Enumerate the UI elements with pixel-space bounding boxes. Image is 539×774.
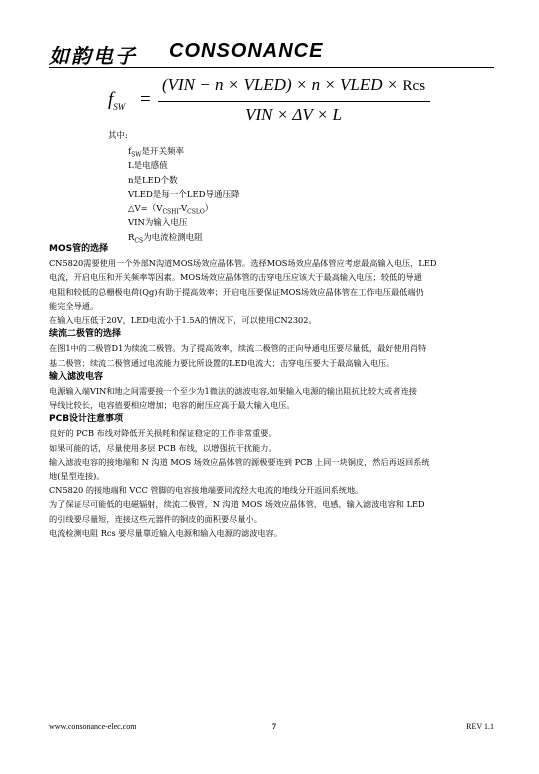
paragraph-line: 电流检测电阻 Rcs 要尽量靠近输入电源和输入电源的滤波电容。	[49, 527, 283, 538]
formula-numerator-text: (VIN − n × VLED) × n × VLED ×	[161, 75, 403, 94]
legend-item: VIN为输入电压	[128, 218, 188, 229]
legend-title: 其中:	[108, 131, 128, 141]
paragraph-line: CN5820 的接地端和 VCC 管脚的电容接地端要同流经大电流的地线分开返回系统地。	[49, 485, 364, 496]
legend-item: $\triangle V=(V_{CSHI}-V_{CSLO})$	[128, 204, 214, 216]
revision-label: REV 1.1	[466, 722, 494, 731]
paragraph-line: 在图1中的二极管D1为续流二极管。为了提高效率，续流二极管的正向导通电压要尽量低，最好使用肖特	[49, 343, 427, 354]
paragraph-line: 电源输入端VIN和地之间需要接一个至少为1微法的滤波电容,如果输入电源的输出阻抗比较大或者连接	[49, 385, 417, 396]
header-divider	[49, 67, 494, 68]
legend-item: $f_{SW}$是开关频率	[128, 147, 184, 159]
footer-url[interactable]: www.consonance-elec.com	[49, 722, 137, 731]
paragraph-line: 如果可能的话，尽量使用多层 PCB 布线，以增强抗干扰能力。	[49, 442, 277, 453]
formula-numerator-rcs: Rcs	[402, 78, 426, 94]
legend-item: $R_{CS}$为电流检测电阻	[128, 232, 203, 245]
page-number: 7	[272, 722, 276, 731]
section-heading-pcb: PCB设计注意事项	[49, 414, 124, 425]
paragraph-line: 良好的 PCB 布线对降低开关损耗和保证稳定的工作非常重要。	[49, 428, 277, 439]
paragraph-line: 输入滤波电容的接地端和 N 沟道 MOS 场效应晶体管的源极要连到 PCB 上同一块铜皮，然后再返回系统	[49, 456, 430, 467]
brand-name-chinese: 如韵电子	[49, 44, 137, 68]
legend-item: n是LED个数	[128, 175, 178, 186]
paragraph-line: 电阻和较低的总栅极电荷(Qg)有助于提高效率；开启电压要保证MOS场效应晶体管在工作电压最低端仍	[49, 286, 424, 297]
formula-denominator: VIN × ΔV × L	[245, 105, 342, 124]
formula-equals: =	[140, 89, 151, 110]
page-header	[49, 40, 494, 66]
brand-name-english: CONSONANCE	[169, 40, 324, 62]
paragraph-line: 导线比较长，电容值要相应增加；电容的耐压应高于最大输入电压。	[49, 400, 295, 411]
section-heading-mos: MOS管的选择	[49, 244, 109, 254]
paragraph-line: 电流，开启电压和开关频率等因素。MOS场效应晶体管的击穿电压应该大于最高输入电压；较低的导通	[49, 272, 422, 283]
page-footer	[49, 722, 494, 736]
formula-lhs	[108, 89, 125, 112]
paragraph-line: CN5820需要使用一个外部N沟道MOS场效应晶体管。选择MOS场效应晶体管应考虑最高输入电压，LED	[49, 258, 437, 269]
legend-item: VLED是每一个LED导通压降	[128, 189, 240, 200]
frequency-formula	[108, 72, 438, 132]
formula-lhs-symbol: f	[108, 89, 114, 110]
formula-lhs-subscript: SW	[113, 101, 126, 112]
body-text	[49, 242, 494, 540]
paragraph-line: 地(星型连接)。	[49, 471, 105, 481]
paragraph-line: 能完全导通。	[49, 300, 99, 311]
paragraph-line: 的引线要尽量短，连接这些元器件的铜皮的面积要尽量小。	[49, 513, 262, 524]
formula-numerator	[156, 75, 431, 95]
section-heading-input-capacitor: 输入滤波电容	[49, 371, 104, 382]
paragraph-line: 在输入电压低于20V，LED电流小于1.5A的情况下，可以使用CN2302。	[49, 314, 317, 325]
paragraph-line: 为了保证尽可能低的电磁辐射，续流二极管，N 沟道 MOS 场效应晶体管，电感，输入滤波电容和 LED	[49, 499, 425, 510]
formula-legend	[128, 145, 378, 245]
formula-fraction-bar	[158, 101, 430, 102]
legend-item: L是电感值	[128, 161, 168, 172]
paragraph-line: 基二极管；续流二极管通过电流能力要比所设置的LED电流大；击穿电压要大于最高输入电压。	[49, 357, 395, 368]
section-heading-diode: 续流二极管的选择	[49, 329, 122, 340]
